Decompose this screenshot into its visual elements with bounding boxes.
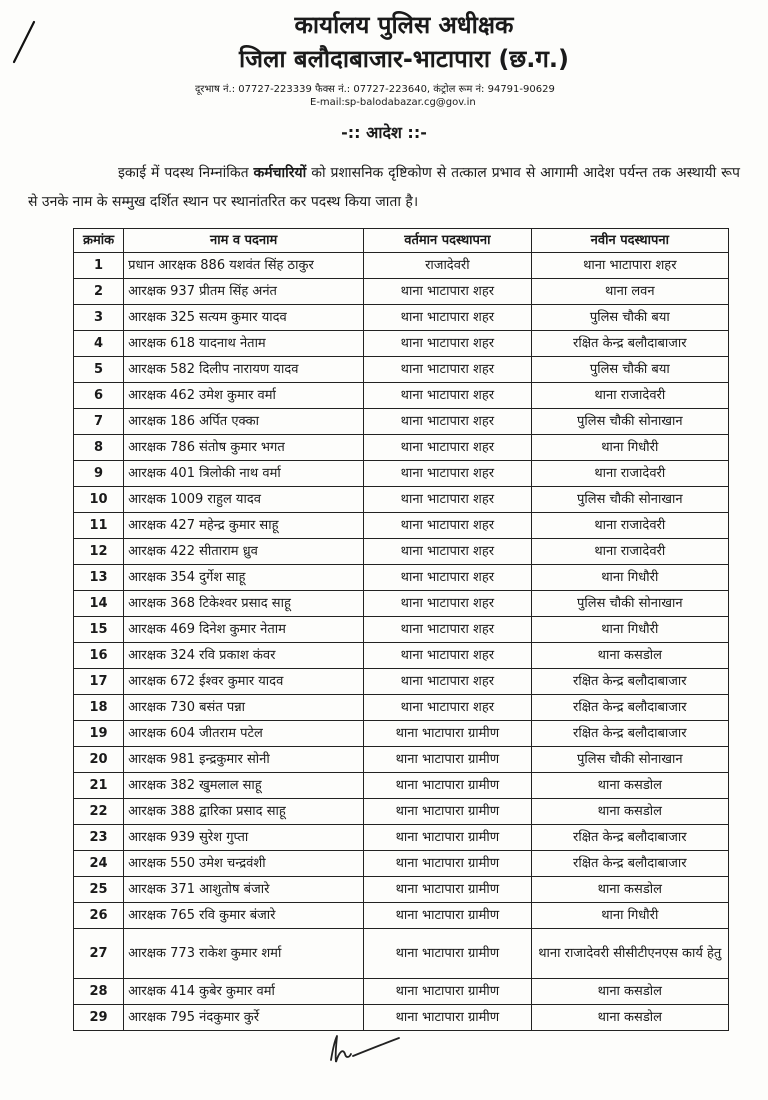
header-serial: क्रमांक [74, 229, 124, 253]
transfer-table [73, 228, 729, 1031]
new-posting-cell: थाना गिधौरी [531, 565, 728, 591]
name-cell: आरक्षक 388 द्वारिका प्रसाद साहू [124, 799, 364, 825]
current-posting-cell: थाना भाटापारा ग्रामीण [364, 929, 531, 979]
serial-cell: 3 [74, 305, 124, 331]
name-cell: आरक्षक 730 बसंत पन्ना [124, 695, 364, 721]
current-posting-cell: थाना भाटापारा शहर [364, 591, 531, 617]
table-row [74, 539, 729, 565]
name-cell: आरक्षक 414 कुबेर कुमार वर्मा [124, 979, 364, 1005]
current-posting-cell: थाना भाटापारा ग्रामीण [364, 825, 531, 851]
office-title: कार्यालय पुलिस अधीक्षक [294, 11, 514, 39]
current-posting-cell: थाना भाटापारा शहर [364, 279, 531, 305]
name-cell: आरक्षक 795 नंदकुमार कुर्रे [124, 1005, 364, 1031]
table-row [74, 279, 729, 305]
table-row [74, 721, 729, 747]
name-cell: आरक्षक 981 इन्द्रकुमार सोनी [124, 747, 364, 773]
current-posting-cell: थाना भाटापारा शहर [364, 435, 531, 461]
serial-cell: 10 [74, 487, 124, 513]
current-posting-cell: थाना भाटापारा शहर [364, 617, 531, 643]
serial-cell: 2 [74, 279, 124, 305]
serial-cell: 29 [74, 1005, 124, 1031]
new-posting-cell: पुलिस चौकी सोनाखान [531, 487, 728, 513]
new-posting-cell: थाना गिधौरी [531, 435, 728, 461]
serial-cell: 20 [74, 747, 124, 773]
name-cell: प्रधान आरक्षक 886 यशवंत सिंह ठाकुर [124, 253, 364, 279]
new-posting-cell: रक्षित केन्द्र बलौदाबाजार [531, 851, 728, 877]
serial-cell: 18 [74, 695, 124, 721]
table-body [74, 253, 729, 1031]
serial-cell: 23 [74, 825, 124, 851]
intro-text-1: इकाई में पदस्थ निम्नांकित [118, 165, 254, 181]
name-cell: आरक्षक 422 सीताराम ध्रुव [124, 539, 364, 565]
name-cell: आरक्षक 469 दिनेश कुमार नेताम [124, 617, 364, 643]
serial-cell: 12 [74, 539, 124, 565]
table-row [74, 825, 729, 851]
current-posting-cell: थाना भाटापारा ग्रामीण [364, 1005, 531, 1031]
current-posting-cell: थाना भाटापारा शहर [364, 513, 531, 539]
current-posting-cell: थाना भाटापारा ग्रामीण [364, 851, 531, 877]
current-posting-cell: थाना भाटापारा ग्रामीण [364, 747, 531, 773]
current-posting-cell: थाना भाटापारा शहर [364, 669, 531, 695]
new-posting-cell: थाना कसडोल [531, 1005, 728, 1031]
serial-cell: 14 [74, 591, 124, 617]
serial-cell: 7 [74, 409, 124, 435]
serial-cell: 13 [74, 565, 124, 591]
table-row [74, 565, 729, 591]
serial-cell: 9 [74, 461, 124, 487]
new-posting-cell: पुलिस चौकी बया [531, 357, 728, 383]
table-row [74, 617, 729, 643]
serial-cell: 19 [74, 721, 124, 747]
new-posting-cell: थाना गिधौरी [531, 903, 728, 929]
new-posting-cell: थाना राजादेवरी [531, 513, 728, 539]
header-new-posting: नवीन पदस्थापना [531, 229, 728, 253]
current-posting-cell: थाना भाटापारा शहर [364, 383, 531, 409]
letterhead [0, 8, 768, 76]
current-posting-cell: थाना भाटापारा ग्रामीण [364, 773, 531, 799]
table-row [74, 747, 729, 773]
serial-cell: 4 [74, 331, 124, 357]
current-posting-cell: थाना भाटापारा शहर [364, 643, 531, 669]
table-row [74, 773, 729, 799]
new-posting-cell: थाना राजादेवरी [531, 383, 728, 409]
table-row [74, 357, 729, 383]
new-posting-cell: थाना कसडोल [531, 643, 728, 669]
serial-cell: 11 [74, 513, 124, 539]
serial-cell: 22 [74, 799, 124, 825]
serial-cell: 8 [74, 435, 124, 461]
current-posting-cell: थाना भाटापारा ग्रामीण [364, 877, 531, 903]
new-posting-cell: पुलिस चौकी सोनाखान [531, 747, 728, 773]
table-row [74, 643, 729, 669]
email-line: E-mail:sp-balodabazar.cg@gov.in [310, 97, 476, 108]
table-row [74, 929, 729, 979]
name-cell: आरक्षक 550 उमेश चन्द्रवंशी [124, 851, 364, 877]
serial-cell: 17 [74, 669, 124, 695]
table-row [74, 877, 729, 903]
current-posting-cell: थाना भाटापारा शहर [364, 305, 531, 331]
current-posting-cell: थाना भाटापारा शहर [364, 539, 531, 565]
name-cell: आरक्षक 382 खुमलाल साहू [124, 773, 364, 799]
name-cell: आरक्षक 325 सत्यम कुमार यादव [124, 305, 364, 331]
table-row [74, 253, 729, 279]
name-cell: आरक्षक 773 राकेश कुमार शर्मा [124, 929, 364, 979]
name-cell: आरक्षक 324 रवि प्रकाश कंवर [124, 643, 364, 669]
intro-text-2: को प्रशासनिक दृष्टिकोण से तत्काल प्रभाव से आगामी आदेश पर्यन्त तक अस्थायी रूप से उनके नाम के सम्मुख दर्शित स्थान पर स्थानांतरित कर पदस्थ किया जाता है। [28, 165, 740, 210]
new-posting-cell: रक्षित केन्द्र बलौदाबाजार [531, 695, 728, 721]
header-current-posting: वर्तमान पदस्थापना [364, 229, 531, 253]
current-posting-cell: थाना भाटापारा शहर [364, 357, 531, 383]
table-row [74, 331, 729, 357]
name-cell: आरक्षक 1009 राहुल यादव [124, 487, 364, 513]
serial-cell: 26 [74, 903, 124, 929]
new-posting-cell: रक्षित केन्द्र बलौदाबाजार [531, 331, 728, 357]
new-posting-cell: थाना कसडोल [531, 877, 728, 903]
name-cell: आरक्षक 937 प्रीतम सिंह अनंत [124, 279, 364, 305]
new-posting-cell: थाना लवन [531, 279, 728, 305]
table-row [74, 1005, 729, 1031]
serial-cell: 15 [74, 617, 124, 643]
name-cell: आरक्षक 186 अर्पित एक्का [124, 409, 364, 435]
current-posting-cell: थाना भाटापारा ग्रामीण [364, 721, 531, 747]
serial-cell: 21 [74, 773, 124, 799]
name-cell: आरक्षक 368 टिकेश्वर प्रसाद साहू [124, 591, 364, 617]
new-posting-cell: पुलिस चौकी बया [531, 305, 728, 331]
district-title: जिला बलौदाबाजार-भाटापारा (छ.ग.) [239, 45, 569, 73]
table-row [74, 487, 729, 513]
serial-cell: 1 [74, 253, 124, 279]
new-posting-cell: थाना राजादेवरी [531, 461, 728, 487]
name-cell: आरक्षक 582 दिलीप नारायण यादव [124, 357, 364, 383]
table-row [74, 903, 729, 929]
table-header-row [74, 229, 729, 253]
serial-cell: 25 [74, 877, 124, 903]
new-posting-cell: थाना कसडोल [531, 799, 728, 825]
current-posting-cell: थाना भाटापारा ग्रामीण [364, 799, 531, 825]
table-row [74, 799, 729, 825]
order-title: -:: आदेश ::- [341, 123, 427, 142]
name-cell: आरक्षक 427 महेन्द्र कुमार साहू [124, 513, 364, 539]
new-posting-cell: थाना राजादेवरी सीसीटीएनएस कार्य हेतु [531, 929, 728, 979]
serial-cell: 16 [74, 643, 124, 669]
new-posting-cell: थाना भाटापारा शहर [531, 253, 728, 279]
table-row [74, 513, 729, 539]
name-cell: आरक्षक 765 रवि कुमार बंजारे [124, 903, 364, 929]
new-posting-cell: रक्षित केन्द्र बलौदाबाजार [531, 669, 728, 695]
table-row [74, 695, 729, 721]
new-posting-cell: पुलिस चौकी सोनाखान [531, 591, 728, 617]
name-cell: आरक्षक 618 यादनाथ नेताम [124, 331, 364, 357]
table-row [74, 409, 729, 435]
name-cell: आरक्षक 604 जीतराम पटेल [124, 721, 364, 747]
name-cell: आरक्षक 401 त्रिलोकी नाथ वर्मा [124, 461, 364, 487]
current-posting-cell: थाना भाटापारा ग्रामीण [364, 903, 531, 929]
name-cell: आरक्षक 786 संतोष कुमार भगत [124, 435, 364, 461]
current-posting-cell: थाना भाटापारा ग्रामीण [364, 979, 531, 1005]
name-cell: आरक्षक 939 सुरेश गुप्ता [124, 825, 364, 851]
current-posting-cell: थाना भाटापारा शहर [364, 487, 531, 513]
name-cell: आरक्षक 672 ईश्वर कुमार यादव [124, 669, 364, 695]
table-row [74, 305, 729, 331]
current-posting-cell: राजादेवरी [364, 253, 531, 279]
contact-line: दूरभाष नं.: 07727-223339 फैक्स नं.: 07727-223640, कंट्रोल रूम नं: 94791-90629 [195, 84, 555, 95]
table-row [74, 669, 729, 695]
serial-cell: 27 [74, 929, 124, 979]
current-posting-cell: थाना भाटापारा शहर [364, 565, 531, 591]
current-posting-cell: थाना भाटापारा शहर [364, 331, 531, 357]
new-posting-cell: थाना कसडोल [531, 773, 728, 799]
name-cell: आरक्षक 371 आशुतोष बंजारे [124, 877, 364, 903]
current-posting-cell: थाना भाटापारा शहर [364, 461, 531, 487]
table-row [74, 591, 729, 617]
order-paragraph [28, 159, 740, 217]
signature [323, 1030, 403, 1070]
serial-cell: 24 [74, 851, 124, 877]
serial-cell: 5 [74, 357, 124, 383]
table-row [74, 851, 729, 877]
table-row [74, 383, 729, 409]
current-posting-cell: थाना भाटापारा शहर [364, 409, 531, 435]
serial-cell: 28 [74, 979, 124, 1005]
serial-cell: 6 [74, 383, 124, 409]
new-posting-cell: रक्षित केन्द्र बलौदाबाजार [531, 721, 728, 747]
header-name: नाम व पदनाम [124, 229, 364, 253]
table-row [74, 435, 729, 461]
table-row [74, 979, 729, 1005]
new-posting-cell: थाना कसडोल [531, 979, 728, 1005]
intro-bold-word: कर्मचारियों [253, 165, 307, 181]
name-cell: आरक्षक 354 दुर्गेश साहू [124, 565, 364, 591]
new-posting-cell: थाना गिधौरी [531, 617, 728, 643]
current-posting-cell: थाना भाटापारा शहर [364, 695, 531, 721]
table-row [74, 461, 729, 487]
new-posting-cell: थाना राजादेवरी [531, 539, 728, 565]
new-posting-cell: रक्षित केन्द्र बलौदाबाजार [531, 825, 728, 851]
new-posting-cell: पुलिस चौकी सोनाखान [531, 409, 728, 435]
name-cell: आरक्षक 462 उमेश कुमार वर्मा [124, 383, 364, 409]
